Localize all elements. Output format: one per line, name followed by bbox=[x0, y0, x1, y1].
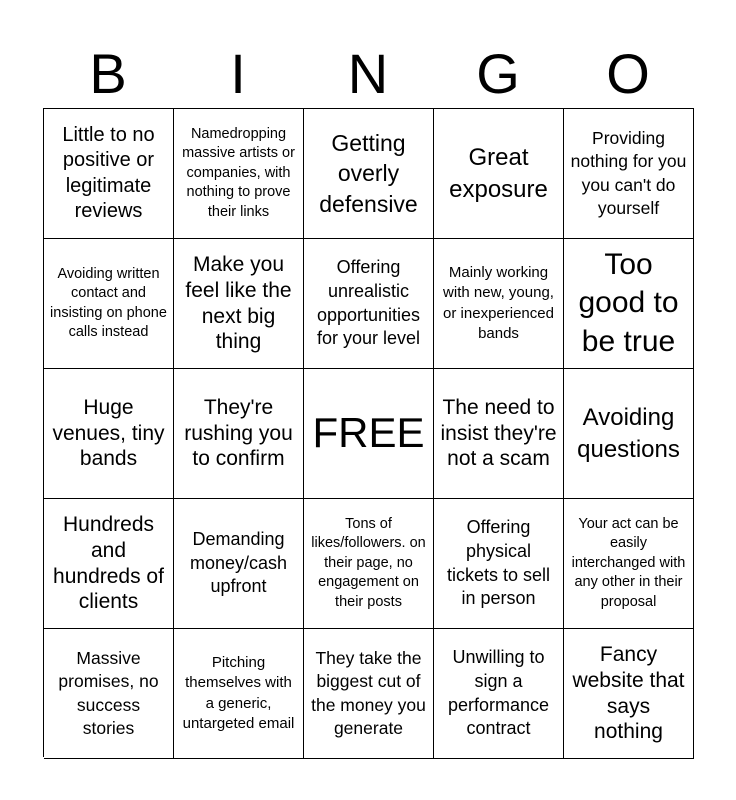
free-space-cell[interactable] bbox=[304, 369, 434, 499]
bingo-cell-text: Fancy website that says nothing bbox=[572, 643, 685, 744]
bingo-cell-text: Mainly working with new, young, or inexperienced bands bbox=[443, 264, 554, 342]
bingo-cell[interactable] bbox=[434, 499, 564, 629]
bingo-cell[interactable] bbox=[434, 369, 564, 499]
bingo-cell[interactable] bbox=[434, 239, 564, 369]
header-letter-g: G bbox=[476, 42, 520, 105]
bingo-cell-text: Massive promises, no success stories bbox=[58, 647, 159, 738]
bingo-cell[interactable] bbox=[564, 109, 694, 239]
bingo-cell-text: Avoiding written contact and insisting on phone calls instead bbox=[50, 265, 167, 340]
bingo-cell-text: Huge venues, tiny bands bbox=[52, 396, 165, 471]
bingo-cell-text: They take the biggest cut of the money you generate bbox=[311, 647, 426, 738]
bingo-cell[interactable] bbox=[44, 499, 174, 629]
bingo-cell[interactable] bbox=[304, 109, 434, 239]
bingo-cell[interactable] bbox=[304, 239, 434, 369]
bingo-cell-text: Unwilling to sign a performance contract bbox=[447, 647, 550, 739]
bingo-header bbox=[43, 40, 693, 108]
bingo-cell[interactable] bbox=[564, 499, 694, 629]
bingo-cell[interactable] bbox=[44, 239, 174, 369]
bingo-cell[interactable] bbox=[174, 629, 304, 759]
bingo-cell-text: Demanding money/cash upfront bbox=[189, 529, 288, 597]
bingo-cell-text: Avoiding questions bbox=[577, 404, 680, 463]
bingo-cell-text: Tons of likes/followers. on their page, no engagement on their posts bbox=[311, 515, 426, 610]
bingo-card-grid bbox=[43, 108, 694, 757]
bingo-cell[interactable] bbox=[174, 499, 304, 629]
bingo-cell[interactable] bbox=[304, 499, 434, 629]
bingo-cell[interactable] bbox=[304, 629, 434, 759]
header-letter-n: N bbox=[347, 42, 389, 105]
bingo-cell-text: Make you feel like the next big thing bbox=[185, 253, 292, 354]
bingo-cell-text: Your act can be easily interchanged with any other in their proposal bbox=[571, 515, 686, 610]
bingo-cell[interactable] bbox=[434, 629, 564, 759]
bingo-cell-text: Offering physical tickets to sell in person bbox=[446, 517, 551, 609]
bingo-cell[interactable] bbox=[44, 109, 174, 239]
bingo-cell[interactable] bbox=[44, 369, 174, 499]
bingo-cell[interactable] bbox=[564, 369, 694, 499]
header-letter-b: B bbox=[89, 42, 127, 105]
bingo-cell-text: They're rushing you to confirm bbox=[184, 396, 293, 471]
bingo-cell[interactable] bbox=[434, 109, 564, 239]
bingo-cell[interactable] bbox=[564, 239, 694, 369]
header-letter-o: O bbox=[606, 42, 650, 105]
bingo-cell-text: Offering unrealistic opportunities for your level bbox=[316, 257, 421, 349]
header-letter-i: I bbox=[230, 42, 246, 105]
bingo-cell[interactable] bbox=[564, 629, 694, 759]
bingo-cell[interactable] bbox=[44, 629, 174, 759]
bingo-cell-text: Hundreds and hundreds of clients bbox=[53, 513, 164, 614]
bingo-cell-text: Namedropping massive artists or companies, with nothing to prove their links bbox=[182, 125, 295, 220]
bingo-cell[interactable] bbox=[174, 369, 304, 499]
bingo-cell-text: Pitching themselves with a generic, untargeted email bbox=[182, 654, 295, 732]
bingo-cell-text: The need to insist they're not a scam bbox=[440, 396, 557, 471]
bingo-cell-text: Getting overly defensive bbox=[319, 129, 418, 217]
bingo-cell-text: Great exposure bbox=[449, 144, 548, 203]
bingo-cell-text: Too good to be true bbox=[578, 247, 679, 358]
bingo-cell[interactable] bbox=[174, 109, 304, 239]
bingo-cell-text: Providing nothing for you you can't do yourself bbox=[570, 127, 687, 218]
bingo-cell-text: Little to no positive or legitimate reviews bbox=[62, 124, 155, 222]
bingo-cell[interactable] bbox=[174, 239, 304, 369]
free-space-text: FREE bbox=[312, 409, 425, 457]
